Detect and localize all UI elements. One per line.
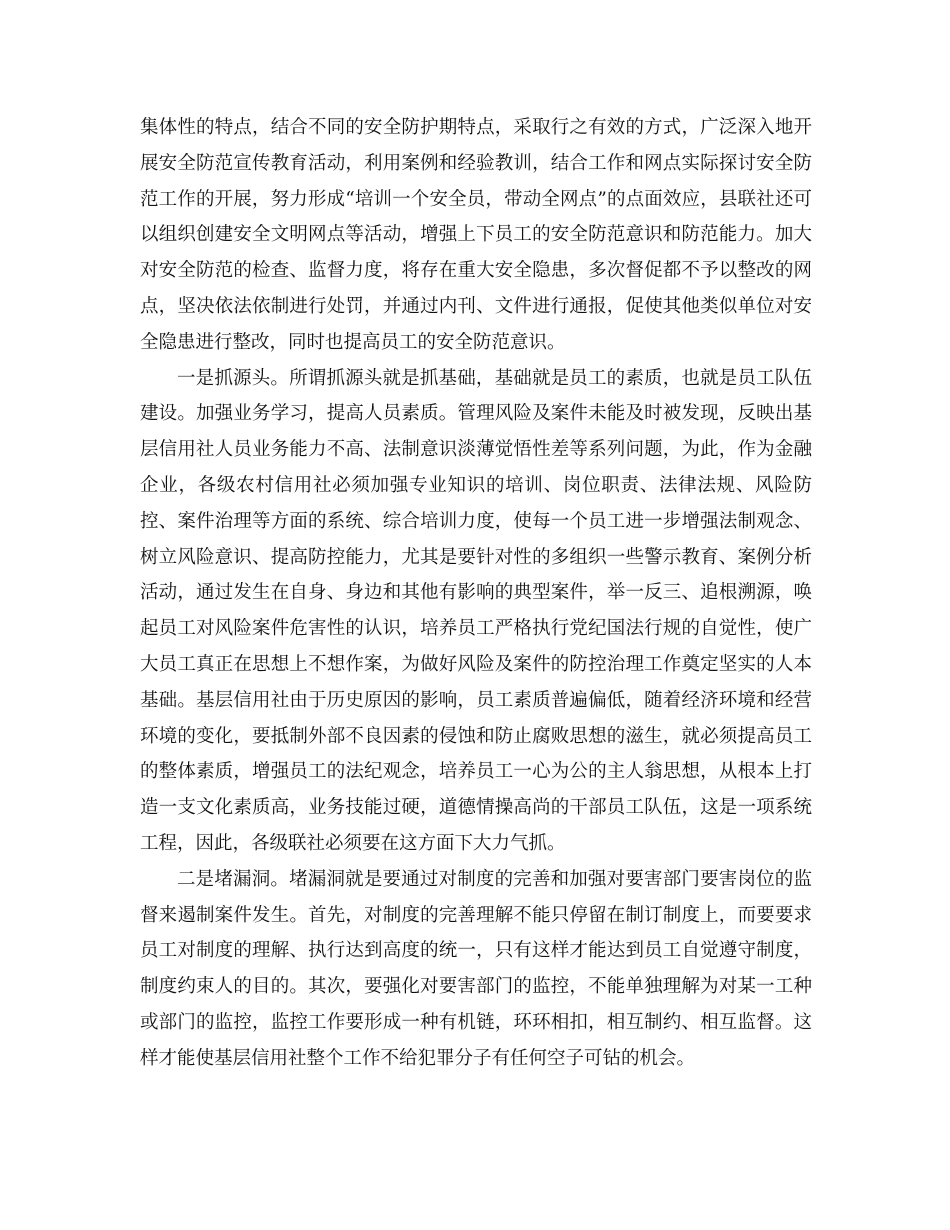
paragraph-grasp-source: 一是抓源头。所谓抓源头就是抓基础，基础就是员工的素质，也就是员工队伍建设。加强业务学习，提高人员素质。管理风险及案件未能及时被发现，反映出基层信用社人员业务能力不高、法制意识淡薄觉悟性差等系列问题，为此，作为金融企业，各级农村信用社必须加强专业知识的培训、岗位职责、法律法规、风险防控、案件治理等方面的系统、综合培训力度，使每一个员工进一步增强法制观念、树立风险意识、提高防控能力，尤其是要针对性的多组织一些警示教育、案例分析活动，通过发生在自身、身边和其他有影响的典型案件，举一反三、追根溯源，唤起员工对风险案件危害性的认识，培养员工严格执行党纪国法行规的自觉性，使广大员工真正在思想上不想作案，为做好风险及案件的防控治理工作奠定坚实的人本基础。基层信用社由于历史原因的影响，员工素质普遍偏低，随着经济环境和经营环境的变化，要抵制外部不良因素的侵蚀和防止腐败思想的滋生，就必须提高员工的整体素质，增强员工的法纪观念，培养员工一心为公的主人翁思想，从根本上打造一支文化素质高，业务技能过硬，道德情操高尚的干部员工队伍，这是一项系统工程，因此，各级联社必须要在这方面下大力气抓。 — [140, 367, 812, 854]
document-body — [140, 110, 812, 1077]
paragraph-continuation: 集体性的特点，结合不同的安全防护期特点，采取行之有效的方式，广泛深入地开展安全防范宣传教育活动，利用案例和经验教训，结合工作和网点实际探讨安全防范工作的开展，努力形成“培训一个安全员，带动全网点”的点面效应，县联社还可以组织创建安全文明网点等活动，增强上下员工的安全防范意识和防范能力。加大对安全防范的检查、监督力度，将存在重大安全隐患，多次督促都不予以整改的网点，坚决依法依制进行处罚，并通过内刊、文件进行通报，促使其他类似单位对安全隐患进行整改，同时也提高员工的安全防范意识。 — [140, 117, 812, 353]
paragraph-plug-loopholes: 二是堵漏洞。堵漏洞就是要通过对制度的完善和加强对要害部门要害岗位的监督来遏制案件发生。首先，对制度的完善理解不能只停留在制订制度上，而要要求员工对制度的理解、执行达到高度的统一，只有这样才能达到员工自觉遵守制度，制度约束人的目的。其次，要强化对要害部门的监控，不能单独理解为对某一工种或部门的监控，监控工作要形成一种有机链，环环相扣，相互制约、相互监督。这样才能使基层信用社整个工作不给犯罪分子有任何空子可钻的机会。 — [140, 868, 812, 1069]
